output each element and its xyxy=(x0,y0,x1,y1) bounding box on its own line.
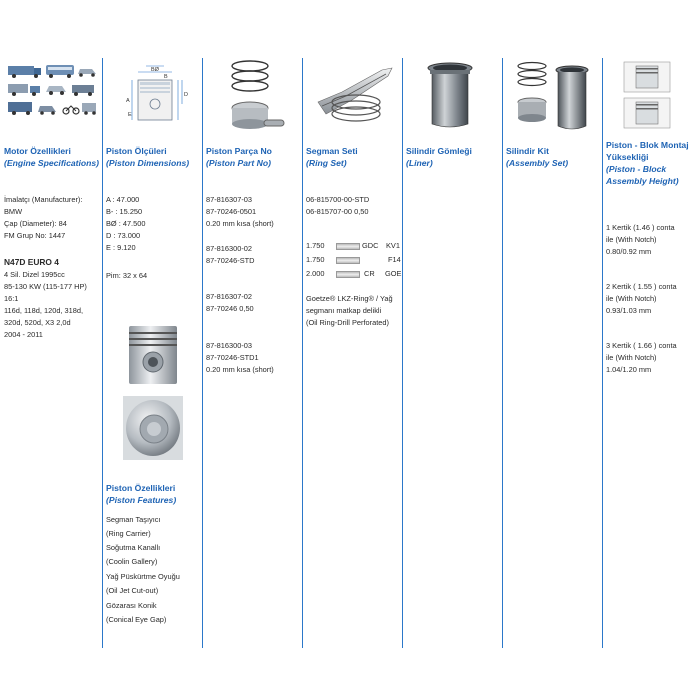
part-number: 87-70246-STD xyxy=(206,256,255,265)
ring-code: F14 xyxy=(388,255,401,264)
vehicles-icon xyxy=(6,62,100,120)
ring-profile-icon xyxy=(336,257,360,264)
notch-line: ile (With Notch) xyxy=(606,353,657,362)
diagram-label: BØ xyxy=(151,67,159,73)
dimension-line: D : 73.000 xyxy=(106,231,141,240)
ringset-note: Goetze® LKZ-Ring® / Yağ xyxy=(306,294,393,303)
height-title-2: Yüksekliği xyxy=(606,152,649,162)
ring-size: 1.750 xyxy=(306,255,325,264)
feature-line: (Conical Eye Gap) xyxy=(106,615,167,624)
partno-title: Piston Parça No xyxy=(206,146,272,156)
notch-line: 2 Kertik ( 1.55 ) conta xyxy=(606,282,677,291)
feature-line: Soğutma Kanallı xyxy=(106,543,161,552)
notch-value: 0.80/0.92 mm xyxy=(606,247,652,256)
part-number: 87-816307-02 xyxy=(206,292,253,301)
top-margin xyxy=(0,0,700,58)
ring-code: KV1 xyxy=(386,241,400,250)
part-note: 0.20 mm kısa (short) xyxy=(206,365,274,374)
piston-block-height-diagram xyxy=(622,60,672,132)
ringset-note: (Oil Ring-Drill Perforated) xyxy=(306,318,389,327)
height-title: Piston - Blok Montaj xyxy=(606,140,689,150)
column-divider xyxy=(102,58,103,648)
dimension-line: BØ : 47.500 xyxy=(106,219,146,228)
diagram-label: D xyxy=(184,92,188,98)
engine-model: N47D EURO 4 xyxy=(4,257,59,267)
engine-line: FM Grup No: 1447 xyxy=(4,231,66,240)
piston-dimension-diagram xyxy=(118,62,194,126)
liner-title: Silindir Gömleği xyxy=(406,146,472,156)
part-number: 87-70246-STD1 xyxy=(206,353,259,362)
engine-detail: 4 Sil. Dizel 1995cc xyxy=(4,270,65,279)
engine-title: Motor Özellikleri xyxy=(4,146,71,156)
engine-detail: 2004 - 2011 xyxy=(4,330,43,339)
part-number: 87-816300-03 xyxy=(206,341,253,350)
engine-detail: 85-130 KW (115-177 HP) xyxy=(4,282,87,291)
piston-and-rings-image xyxy=(224,58,288,132)
column-divider xyxy=(502,58,503,648)
engine-line: BMW xyxy=(4,207,23,216)
features-title: Piston Özellikleri xyxy=(106,483,176,493)
piston-top-photo xyxy=(123,396,183,460)
notch-line: ile (With Notch) xyxy=(606,235,657,244)
feature-line: (Ring Carrier) xyxy=(106,529,151,538)
part-number: 87-816300-02 xyxy=(206,244,253,253)
engine-line: İmalatçı (Manufacturer): xyxy=(4,195,83,204)
engine-detail: 16:1 xyxy=(4,294,19,303)
engine-line: Çap (Diameter): 84 xyxy=(4,219,67,228)
height-subtitle: (Piston - Block xyxy=(606,164,667,174)
liner-subtitle: (Liner) xyxy=(406,158,433,168)
ring-size: 1.750 xyxy=(306,241,325,250)
kit-title: Silindir Kit xyxy=(506,146,549,156)
feature-line: (Oil Jet Cut-out) xyxy=(106,586,159,595)
dimension-line: E : 9.120 xyxy=(106,243,136,252)
ringset-number: 06-815707-00 0,50 xyxy=(306,207,369,216)
feature-line: Segman Taşıyıcı xyxy=(106,515,161,524)
ring-type: GDC xyxy=(362,241,379,250)
dimension-line: B- : 15.250 xyxy=(106,207,143,216)
notch-value: 0.93/1.03 mm xyxy=(606,306,652,315)
feature-line: (Coolin Gallery) xyxy=(106,557,158,566)
feature-line: Gözarası Konik xyxy=(106,601,157,610)
ring-row xyxy=(306,268,402,279)
diagram-label: B xyxy=(164,74,168,80)
column-divider xyxy=(202,58,203,648)
part-number: 87-816307-03 xyxy=(206,195,253,204)
partno-subtitle: (Piston Part No) xyxy=(206,158,271,168)
notch-line: ile (With Notch) xyxy=(606,294,657,303)
dimensions-subtitle: (Piston Dimensions) xyxy=(106,158,190,168)
ringset-number: 06-815700-00-STD xyxy=(306,195,370,204)
bottom-margin xyxy=(0,648,700,700)
dimension-line: A : 47.000 xyxy=(106,195,140,204)
piston-side-photo xyxy=(123,322,183,388)
part-number: 87-70246 0,50 xyxy=(206,304,254,313)
pin-size: Pim: 32 x 64 xyxy=(106,271,148,280)
engine-detail: 116d, 118d, 120d, 318d, xyxy=(4,306,84,315)
ringset-subtitle: (Ring Set) xyxy=(306,158,347,168)
dimensions-title: Piston Ölçüleri xyxy=(106,146,167,156)
ring-row xyxy=(306,254,402,265)
height-subtitle-2: Assembly Height) xyxy=(606,176,679,186)
liner-image xyxy=(424,60,476,132)
ringset-title: Segman Seti xyxy=(306,146,358,156)
ring-code: GOE xyxy=(385,269,402,278)
part-number: 87-70246-0501 xyxy=(206,207,257,216)
notch-line: 1 Kertik (1.46 ) conta xyxy=(606,223,675,232)
feature-line: Yağ Püskürtme Oyuğu xyxy=(106,572,180,581)
engine-detail: 320d, 520d, X3 2,0d xyxy=(4,318,71,327)
notch-value: 1.04/1.20 mm xyxy=(606,365,652,374)
ring-type: CR xyxy=(364,269,375,278)
notch-line: 3 Kertik ( 1.66 ) conta xyxy=(606,341,677,350)
ring-profile-icon xyxy=(336,243,360,250)
ring-profile-icon xyxy=(336,271,360,278)
column-divider xyxy=(602,58,603,648)
ring-size: 2.000 xyxy=(306,269,325,278)
kit-subtitle: (Assembly Set) xyxy=(506,158,569,168)
diagram-label: A xyxy=(126,98,130,104)
engine-subtitle: (Engine Specifications) xyxy=(4,158,100,168)
column-divider xyxy=(402,58,403,648)
assembly-kit-image xyxy=(516,60,592,134)
part-note: 0.20 mm kısa (short) xyxy=(206,219,274,228)
ring-set-image xyxy=(312,62,398,124)
column-divider xyxy=(302,58,303,648)
ring-row xyxy=(306,240,402,251)
ringset-note: segmanı matkap delikli xyxy=(306,306,382,315)
diagram-label: E xyxy=(128,112,132,118)
features-subtitle: (Piston Features) xyxy=(106,495,177,505)
